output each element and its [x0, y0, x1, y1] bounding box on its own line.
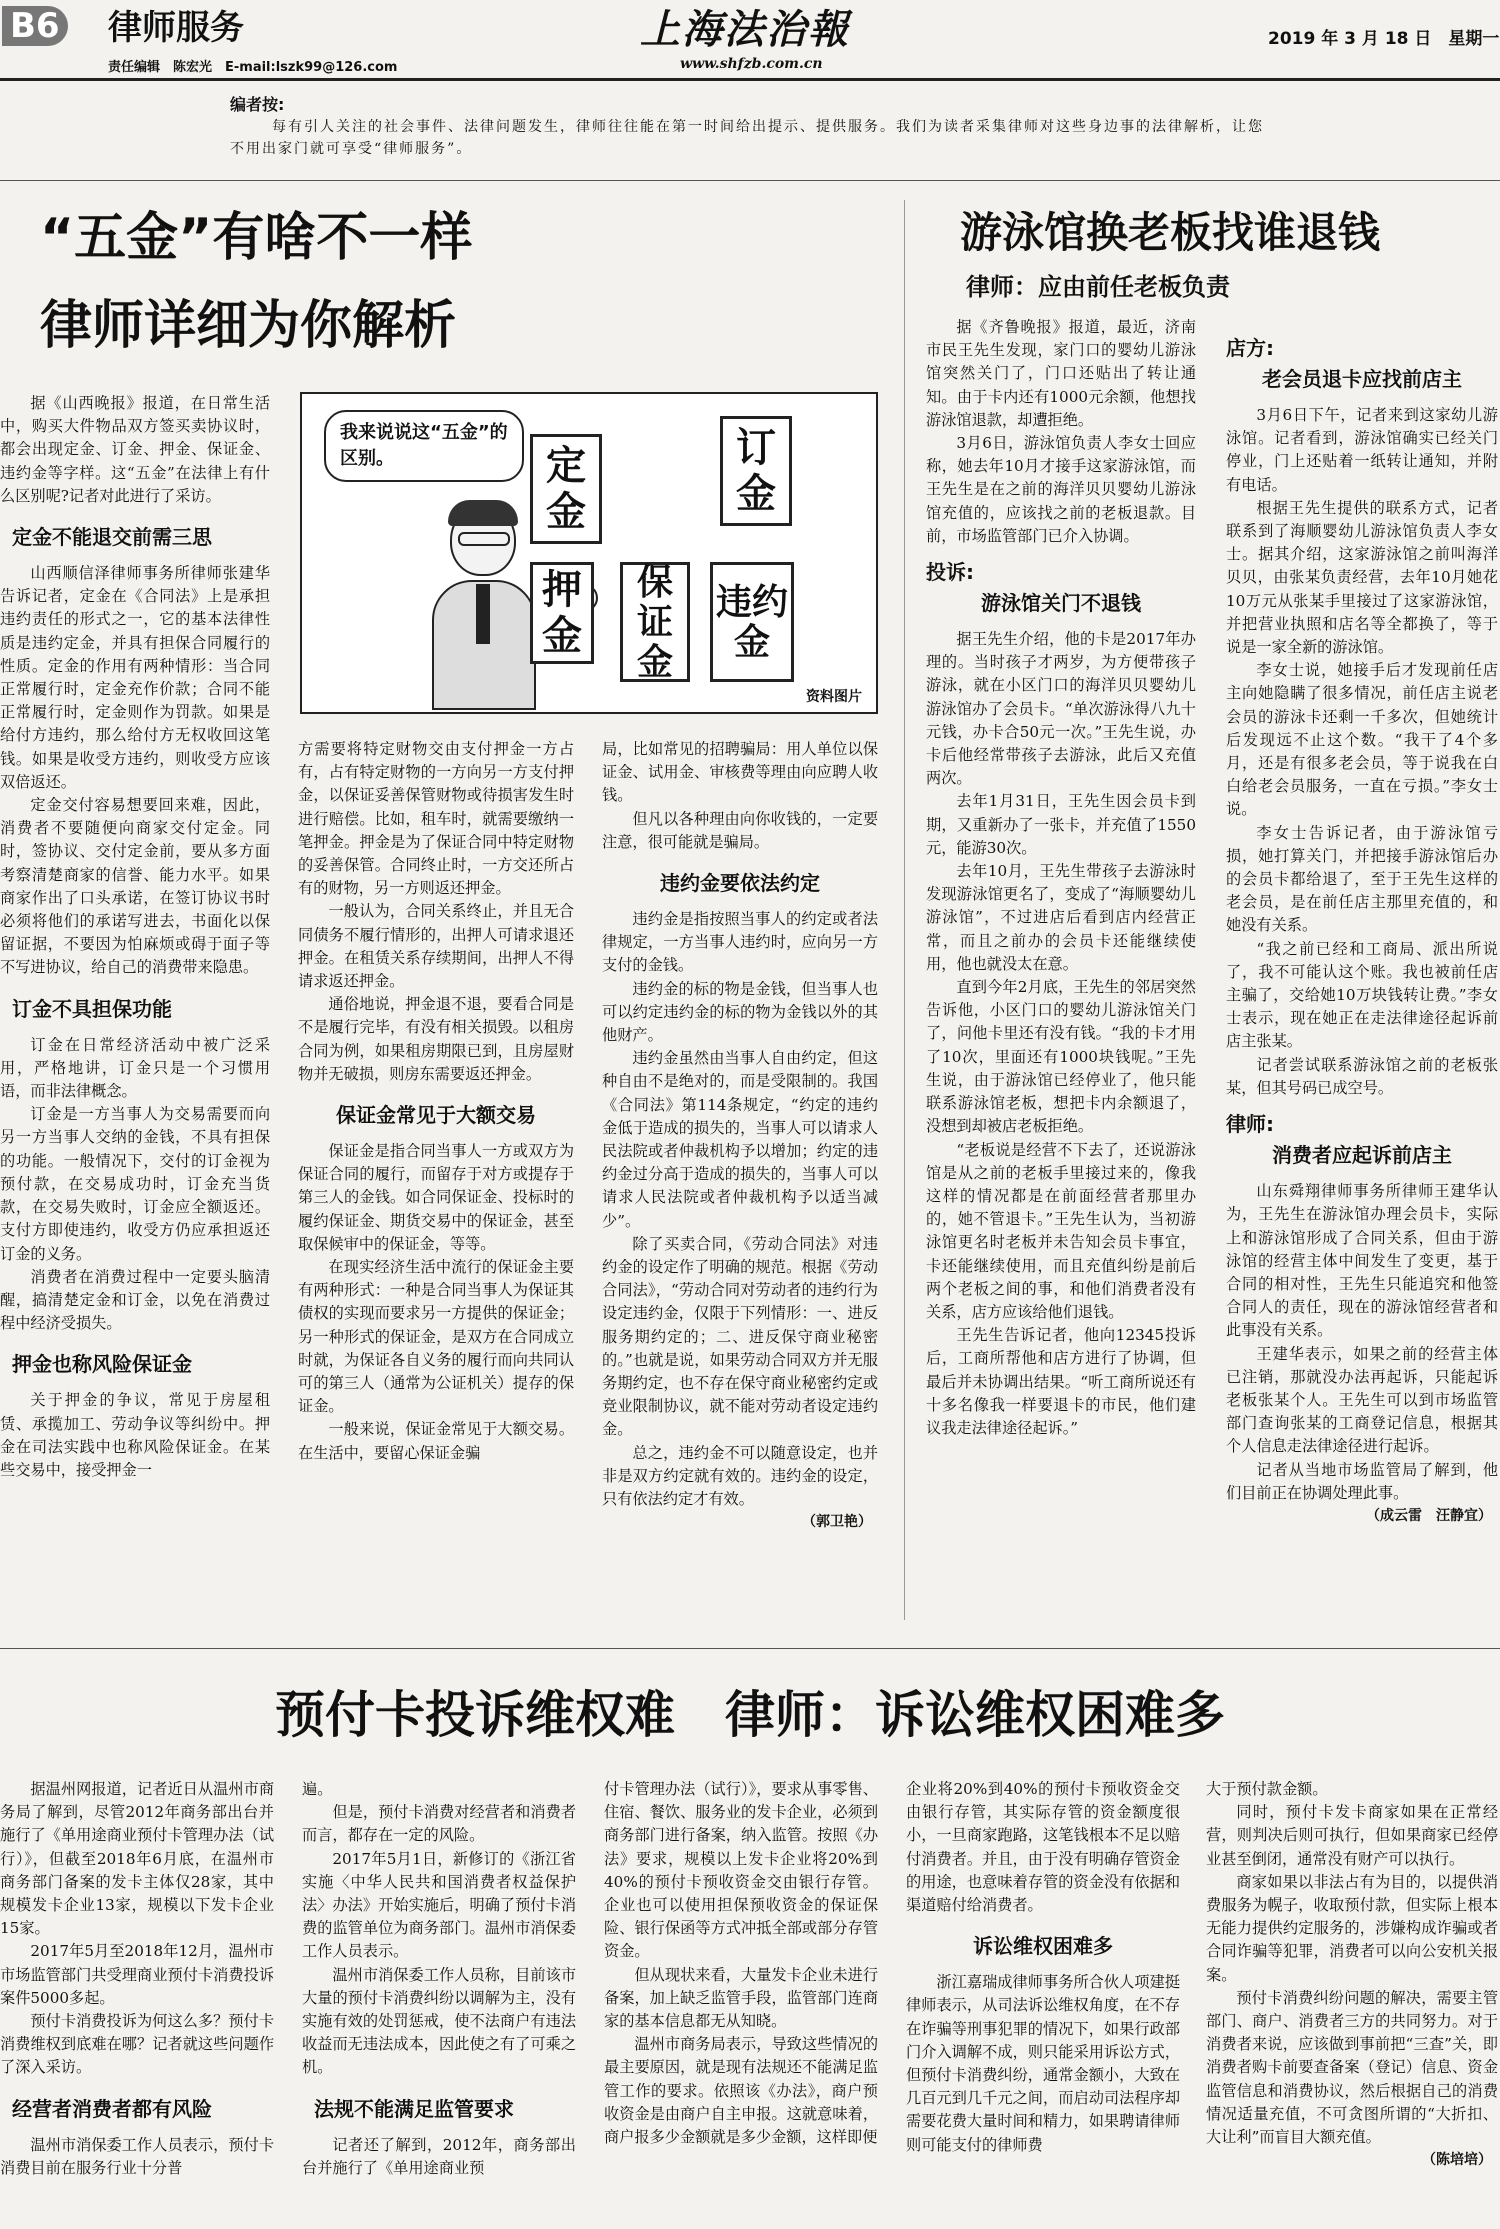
paragraph: 方需要将特定财物交由支付押金一方占有，占有特定财物的一方向另一方支付押金，以保证妥善保管财物或待损害发生时进行赔偿。比如，租车时，就需要缴纳一笔押金。押金是为了保证合同中特定财物的妥善保管。合同终止时，一方交还所占有的财物，另一方则返还押金。: [298, 740, 574, 898]
paragraph: 定金交付容易想要回来难，因此，消费者不要随便向商家交付定金。同时，签协议、交付定金前，要从多方面考察清楚商家的信誉、能力水平。如果商家作出了口头承诺，在签订协议书时必须将他们的承诺写进去，书面化以保留证据，不要因为怕麻烦或碍于面子等不写进协议，给自己的消费带来隐患。: [0, 796, 270, 977]
article3-subhead-regulation: 法规不能满足监管要求: [314, 2096, 514, 2121]
article2-role-complaint: 投诉:: [926, 560, 974, 585]
card-yajin: 押金: [530, 562, 594, 664]
paragraph: 记者尝试联系游泳馆之前的老板张某，但其号码已成空号。: [1226, 1055, 1498, 1097]
article2-subhead-shop: 老会员退卡应找前店主: [1262, 367, 1462, 391]
article1-column-2: [298, 738, 574, 1614]
speech-bubble: 我来说说这“五金”的区别。: [324, 410, 524, 482]
paragraph: 一般来说，保证金常见于大额交易。在生活中，要留心保证金骗: [298, 1420, 574, 1462]
section-divider: [0, 1648, 1500, 1649]
article1-subhead-yajin: 押金也称风险保证金: [12, 1352, 192, 1377]
paragraph: 违约金是指按照当事人的约定或者法律规定，一方当事人违约时，应向另一方支付的金钱。: [602, 910, 878, 975]
paragraph: 违约金的标的物是金钱，但当事人也可以约定违约金的标的物为金钱以外的其他财产。: [602, 979, 878, 1045]
article2-signature: （成云雷 汪静宜）: [1366, 1507, 1492, 1524]
wujin-illustration: [300, 392, 878, 714]
paragraph: 去年1月31日，王先生因会员卡到期，又重新办了一张卡，并充值了1550元，能游30次。: [926, 792, 1196, 857]
paragraph: 保证金是指合同当事人一方或双方为保证合同的履行，而留存于对方或提存于第三人的金钱。如合同保证金、投标时的履约保证金、期货交易中的保证金，甚至取保候审中的保证金，等等。: [298, 1142, 574, 1253]
paragraph: 王先生告诉记者，他向12345投诉后，工商所帮他和店方进行了协调，但最后并未协调出结果。“听工商所说还有十多名像我一样要退卡的市民，他们建议我走法律途径起诉。”: [926, 1326, 1196, 1437]
paragraph: 违约金虽然由当事人自由约定，但这种自由不是绝对的，而是受限制的。我国《合同法》第114条规定，“约定的违约金低于造成的损失的，当事人可以请求人民法院或者仲裁机构予以增加；约定的违约金过分高于造成的损失的，当事人可以请求人民法院或者仲裁机构予以适当减少”。: [602, 1049, 878, 1230]
paragraph: 遍。: [302, 1780, 333, 1798]
paragraph: 关于押金的争议，常见于房屋租赁、承揽加工、劳动争议等纠纷中。押金在司法实践中也称风险保证金。在某些交易中，接受押金一: [0, 1391, 270, 1479]
paragraph: 据王先生介绍，他的卡是2017年办理的。当时孩子才两岁，为方便带孩子游泳，就在小区门口的海洋贝贝婴幼儿游泳馆办了会员卡。“单次游泳得八九十元钱，办卡合50元一次。”王先生说，办卡后他经常带孩子去游泳，此后又充值两次。: [926, 630, 1196, 788]
cartoon-lawyer: [432, 504, 542, 710]
card-dingjin: 定金: [530, 434, 602, 544]
paragraph: 据温州网报道，记者近日从温州市商务局了解到，尽管2012年商务部出台并施行了《单用途商业预付卡管理办法（试行）》，但截至2018年6月底，在温州市商务部门备案的发卡主体仅28家，其中规模发卡企业13家，规模以下发卡企业15家。: [0, 1780, 274, 1938]
lawyer-hair: [448, 500, 518, 526]
paragraph: 预付卡消费投诉为何这么多？预付卡消费维权到底难在哪？记者就这些问题作了深入采访。: [0, 2012, 274, 2077]
paragraph: 一般认为，合同关系终止，并且无合同债务不履行情形的，出押人可请求退还押金。在租赁关系存续期间，出押人不得请求返还押金。: [298, 902, 574, 991]
paragraph: 浙江嘉瑞成律师事务所合伙人项建挺律师表示，从司法诉讼维权角度，在不存在诈骗等刑事犯罪的情况下，如果行政部门介入调解不成，则只能采用诉讼方式，但预付卡消费纠纷，通常金额小，大致在几百元到几千元之间，而启动司法程序却需要花费大量时间和精力，如果聘请律师则可能支付的律师费: [906, 1973, 1180, 2154]
editor-info: 责任编辑 陈宏光 E-mail:lszk99@126.com: [108, 60, 398, 75]
issue-date: 2019 年 3 月 18 日 星期一: [1268, 29, 1500, 49]
paragraph: 温州市消保委工作人员表示，预付卡消费目前在服务行业十分普: [0, 2135, 274, 2177]
card-dingjin-order: 订金: [720, 416, 792, 526]
article3-column-1: [0, 1778, 274, 2228]
article1-title-line2: 律师详细为你解析: [40, 296, 457, 356]
website: www.shfzb.com.cn: [680, 56, 823, 72]
article1-title-line1: “五金”有啥不一样: [40, 208, 473, 268]
article3-title: 预付卡投诉维权难 律师：诉讼维权困难多: [275, 1686, 1225, 1744]
paragraph: 记者从当地市场监管局了解到，他们目前正在协调处理此事。: [1226, 1460, 1498, 1502]
article3-subhead-risk: 经营者消费者都有风险: [12, 2096, 212, 2121]
article2-column-2: [1226, 334, 1498, 1616]
article3-column-2: [302, 1778, 576, 2228]
article2-column-1: [926, 316, 1196, 1616]
paragraph: 大于预付款金额。: [1206, 1780, 1328, 1798]
paragraph: 3月6日，游泳馆负责人李女士回应称，她去年10月才接手这家游泳馆，而王先生是在之前的海洋贝贝婴幼儿游泳馆充值的，应该找之前的老板退款。目前，市场监管部门已介入协调。: [926, 434, 1196, 545]
paragraph: 去年10月，王先生带孩子去游泳时发现游泳馆更名了，变成了“海顺婴幼儿游泳馆”，不过进店后看到店内经营正常，而且之前办的会员卡还能继续使用，他也就没太在意。: [926, 862, 1196, 973]
paragraph: 在现实经济生活中流行的保证金主要有两种形式：一种是合同当事人为保证其债权的实现而要求另一方提供的保证金；另一种形式的保证金，是双方在合同成立时就，为保证各自义务的履行而向共同认可的第三人（通常为公证机关）提存的保证金。: [298, 1258, 574, 1416]
paragraph: 李女士告诉记者，由于游泳馆亏损，她打算关门，并把接手游泳馆后办的会员卡都给退了，至于王先生这样的老会员，是在前任店主那里充值的，和她没有关系。: [1226, 823, 1498, 935]
article1-column-3: [602, 738, 878, 1614]
paragraph: 局，比如常见的招聘骗局：用人单位以保证金、试用金、审核费等理由向应聘人收钱。: [602, 740, 878, 805]
paragraph: 温州市商务局表示，导致这些情况的最主要原因，就是现有法规还不能满足监管工作的要求。依照该《办法》，商户预收资金是由商户自主申报。这就意味着，商户报多少金额就是多少金额，这样即便: [604, 2035, 878, 2147]
page-number: B6: [10, 6, 60, 46]
paragraph: 根据王先生提供的联系方式，记者联系到了海顺婴幼儿游泳馆负责人李女士。据其介绍，这家游泳馆之前叫海洋贝贝，由张某负责经营，去年10月她花10万元从张某手里接过了这家游泳馆，并把营业执照和店名等全都换了，等于说是一家全新的游泳馆。: [1226, 498, 1498, 657]
paragraph: 直到今年2月底，王先生的邻居突然告诉他，小区门口的婴幼儿游泳馆关门了，问他卡里还有没有钱。“我的卡才用了10次，里面还有1000块钱呢。”王先生说，由于游泳馆已经停业了，他只能联系游泳馆老板，想把卡内余额退了，没想到却被店老板拒绝。: [926, 978, 1196, 1136]
paragraph: 但凡以各种理由向你收钱的，一定要注意，很可能就是骗局。: [602, 809, 878, 851]
article1-column-1: [0, 392, 270, 1612]
article3-subhead-litigation: 诉讼维权困难多: [973, 1934, 1113, 1959]
paragraph: 除了买卖合同，《劳动合同法》对违约金的设定作了明确的规范。根据《劳动合同法》，“劳动合同对劳动者的违约行为设定违约金，仅限于下列情形：一、进反服务期约定的；二、进反保守商业秘密的。”也就是说，如果劳动合同双方并无服务期约定，也不存在保守商业秘密约定或竞业限制协议，就不能对劳动者设定违约金。: [602, 1234, 878, 1439]
editor-note-text: 每有引人关注的社会事件、法律问题发生，律师往往能在第一时间给出提示、提供服务。我们为读者采集律师对这些身边事的法律解析，让您不用出家门就可享受“律师服务”。: [230, 119, 1264, 157]
paragraph: 总之，违约金不可以随意设定，也并非是双方约定就有效的。违约金的设定，只有依法约定才有效。: [602, 1443, 878, 1509]
article1-subhead-baozhengjin: 保证金常见于大额交易: [336, 1103, 536, 1128]
article2-title: 游泳馆换老板找谁退钱: [960, 208, 1381, 257]
paper-name: 上海法治報: [640, 6, 850, 53]
article3-column-3: [604, 1778, 878, 2228]
paragraph: 但从现状来看，大量发卡企业未进行备案，加上缺乏监管手段，监管部门连商家的基本信息都无从知晓。: [604, 1965, 878, 2031]
masthead-rule: [0, 78, 1500, 81]
article1-subhead-dingjin: 定金不能退交前需三思: [12, 525, 212, 550]
paragraph: 温州市消保委工作人员称，目前该市大量的预付卡消费纠纷以调解为主，没有实施有效的处罚惩戒，使不法商户有违法收益而无违法成本，因此使之有了可乘之机。: [302, 1965, 576, 2077]
paragraph: 订金是一方当事人为交易需要而向另一方当事人交纳的金钱，不具有担保的功能。一般情况下，交付的订金视为预付款，在交易成功时，订金充当货款，在交易失败时，订金应全额返还。支付方即使违约，收受方仍应承担返还订金的义务。: [0, 1105, 270, 1263]
paragraph: 订金在日常经济活动中被广泛采用，严格地讲，订金只是一个习惯用语，而非法律概念。: [0, 1035, 270, 1101]
column-divider: [904, 200, 905, 1620]
paragraph: 山西顺信泽律师事务所律师张建华告诉记者，定金在《合同法》上是承担违约责任的形式之一，它的基本法律性质是违约定金，并具有担保合同履行的性质。定金的作用有两种情形：当合同正常履行时，定金充作价款；合同不能正常履行时，定金则作为罚款。如果是给付方违约，那么给付方无权收回这笔钱。如果是收受方违约，则收受方应该双倍返还。: [0, 564, 270, 791]
paragraph: 3月6日下午，记者来到这家幼儿游泳馆。记者看到，游泳馆确实已经关门停业，门上还贴着一纸转让通知，并附有电话。: [1226, 406, 1498, 494]
card-weiyuejin: 违约金: [710, 562, 794, 682]
section-title: 律师服务: [108, 8, 244, 48]
paragraph: 山东舜翔律师事务所律师王建华认为，王先生在游泳馆办理会员卡，实际上和游泳馆形成了合同关系，但由于游泳馆的经营主体中间发生了变更，基于合同的相对性，王先生只能追究和他签合同人的责任，现在的游泳馆经营者和此事没有关系。: [1226, 1182, 1498, 1340]
article3-column-4: [906, 1778, 1180, 2228]
paragraph: 据《齐鲁晚报》报道，最近，济南市民王先生发现，家门口的婴幼儿游泳馆突然关门了，门口还贴出了转让通知。由于卡内还有1000元余额，他想找游泳馆退款，却遭拒绝。: [926, 318, 1196, 429]
paragraph: 但是，预付卡消费对经营者和消费者而言，都存在一定的风险。: [302, 1803, 576, 1845]
paragraph: 2017年5月至2018年12月，温州市市场监管部门共受理商业预付卡消费投诉案件5000多起。: [0, 1942, 274, 2007]
paragraph: “老板说是经营不下去了，还说游泳馆是从之前的老板手里接过来的，像我这样的情况都是在前面经营者那里办的，她不管退卡。”王先生认为，当初游泳馆更名时老板并未告知会员卡事宜，卡还能继续使用，而且充值纠纷是前后两个老板之间的事，和他们消费者没有关系，店方应该给他们退钱。: [926, 1140, 1196, 1321]
paragraph: 消费者在消费过程中一定要头脑清醒，搞清楚定金和订金，以免在消费过程中经济受损失。: [0, 1267, 270, 1333]
paragraph: 记者还了解到，2012年，商务部出台并施行了《单用途商业预: [302, 2135, 576, 2177]
article3-signature: （陈培培）: [1422, 2152, 1492, 2169]
article1-lead: 据《山西晚报》报道，在日常生活中，购买大件物品双方签买卖协议时，都会出现定金、订金、押金、保证金、违约金等字样。这“五金”在法律上有什么区别呢?记者对此进行了采访。: [0, 394, 270, 505]
editor-note-label: 编者按:: [230, 95, 285, 114]
paragraph: 付卡管理办法（试行）》，要求从事零售、住宿、餐饮、服务业的发卡企业，必须到商务部门进行备案，纳入监管。按照《办法》要求，规模以上发卡企业将20%到40%的预付卡预收资金交由银行存管。企业也可以使用担保预收资金的保证保险、银行保函等方式冲抵全部或部分存管资金。: [604, 1780, 878, 1961]
article2-role-shop: 店方:: [1226, 336, 1274, 360]
paragraph: 商家如果以非法占有为目的，以提供消费服务为幌子，收取预付款，但实际上根本无能力提供约定服务的，涉嫌构成诈骗或者合同诈骗等犯罪，消费者可以向公安机关报案。: [1206, 1872, 1498, 1984]
article1-subhead-dingjin-order: 订金不具担保功能: [12, 996, 172, 1021]
paragraph: 企业将20%到40%的预付卡预收资金交由银行存管，其实际存管的资金额度很小，一旦商家跑路，这笔钱根本不足以赔付消费者。并且，由于没有明确存管资金的用途，也意味着存管的资金没有依据和渠道赔付给消费者。: [906, 1780, 1180, 1915]
card-baozhengjin: 保证金: [620, 562, 690, 682]
illustration-credit: 资料图片: [806, 689, 862, 705]
article2-subtitle: 律师：应由前任老板负责: [966, 273, 1230, 301]
paragraph: 2017年5月1日，新修订的《浙江省实施〈中华人民共和国消费者权益保护法〉办法》开始实施后，明确了预付卡消费的监管单位为商务部门。温州市消保委工作人员表示。: [302, 1849, 576, 1961]
paragraph: 李女士说，她接手后才发现前任店主向她隐瞒了很多情况，前任店主说老会员的游泳卡还剩一千多次，但她统计后发现远不止这个数。“我干了4个多月，还是有很多老会员，等于说我在白白给老会员服务，一直在亏损。”李女士说。: [1226, 661, 1498, 819]
article2-subhead-lawyer: 消费者应起诉前店主: [1272, 1143, 1452, 1168]
lawyer-tie: [476, 584, 490, 644]
paragraph: 王建华表示，如果之前的经营主体已注销，那就没办法再起诉，只能起诉老板张某个人。王先生可以到市场监管部门查询张某的工商登记信息，根据其个人信息走法律途径进行起诉。: [1226, 1344, 1498, 1456]
editor-note-rule: [0, 180, 1500, 181]
paragraph: 预付卡消费纠纷问题的解决，需要主管部门、商户、消费者三方的共同努力。对于消费者来说，应该做到事前把“三查”关，即消费者购卡前要查备案（登记）信息、资金监管信息和消费协议，然后根据自己的消费情况适量充值，不可贪图所谓的“大折扣、大让利”而盲目大额充值。: [1206, 1988, 1498, 2147]
article2-subhead-complaint: 游泳馆关门不退钱: [981, 591, 1141, 616]
article1-signature: （郭卫艳）: [802, 1514, 872, 1531]
article2-role-lawyer: 律师:: [1226, 1112, 1274, 1137]
article1-subhead-weiyuejin: 违约金要依法约定: [660, 871, 820, 896]
lawyer-glasses: [458, 532, 510, 546]
paragraph: “我之前已经和工商局、派出所说了，我不可能认这个账。我也被前任店主骗了，交给她10万块钱转让费。”李女士表示，现在她正在走法律途径起诉前店主张某。: [1226, 939, 1498, 1051]
paragraph: 通俗地说，押金退不退，要看合同是不是履行完毕，有没有相关损毁。以租房合同为例，如果租房期限已到，且房屋财物并无破损，则房东需要返还押金。: [298, 995, 574, 1083]
paragraph: 同时，预付卡发卡商家如果在正常经营，则判决后则可执行，但如果商家已经停业甚至倒闭，通常没有财产可以执行。: [1206, 1803, 1498, 1868]
article3-column-5: [1206, 1778, 1498, 2228]
